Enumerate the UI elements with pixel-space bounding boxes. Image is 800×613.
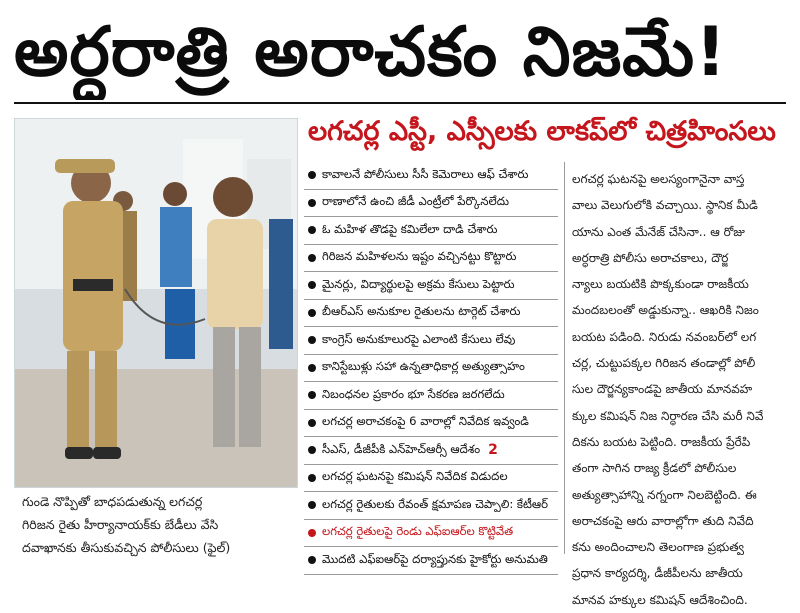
bullet-item xyxy=(304,162,558,190)
bullet-dot-icon xyxy=(308,446,316,454)
bullet-dot-icon xyxy=(308,419,316,427)
bullet-text: కాంగ్రెస్ అనుకూలురపై ఎలాంటి కేసులు లేవు xyxy=(322,331,516,346)
bullet-item xyxy=(304,437,558,465)
bullet-list xyxy=(304,162,558,575)
body-line: ప్రధాన కార్యదర్శి, డీజీపీలను జాతీయ xyxy=(572,566,743,581)
bullet-text: రాణాలోనే ఉంచి జీడీ ఎంట్రీలో పేర్కొనలేదు xyxy=(322,194,509,209)
bullet-text: లగచర్ల అరాచకంపై 6 వారాల్లో నివేదిక ఇవ్వండి xyxy=(322,414,529,429)
bullet-dot-icon xyxy=(308,309,316,317)
bullet-item xyxy=(304,465,558,493)
page-ref-number: 2 xyxy=(488,442,498,459)
caption-line: గిరిజన రైతు హీర్యానాయక్‌కు బేడీలు వేసి xyxy=(22,517,219,532)
body-line: న్యాలు బయటికి పొక్కకుండా రాజకీయ xyxy=(572,277,749,292)
body-line: క్కుల కమిషన్ నిజ నిర్ధారణ చేసి మరీ నివే xyxy=(572,408,764,423)
bullet-item xyxy=(304,217,558,245)
bullet-dot-icon xyxy=(308,364,316,372)
bullet-text: కానిస్టేబుళ్లు సహా ఉన్నతాధికార్ల అత్యుత్సాహం xyxy=(322,359,525,374)
caption-line: దవాఖానకు తీసుకువచ్చిన పోలీసులు (ఫైల్) xyxy=(22,540,231,555)
bullet-text: సీఎస్, డీజీపీకి ఎన్‌హెచ్‌ఆర్సీ ఆదేశం xyxy=(322,441,481,456)
body-line: లగచర్ల ఘటనపై అలస్యంగానైనా వాస్త xyxy=(572,172,745,186)
body-line: దికను బయట పెట్టింది. రాజకీయ ప్రేరేపి xyxy=(572,434,751,449)
bullet-dot-icon xyxy=(308,529,316,537)
bullet-text: లగచర్ల రైతులకు రేవంత్ క్షమాపణ చెప్పాలి: కేటీఆర్ xyxy=(322,496,549,511)
bullet-dot-icon xyxy=(308,336,316,344)
bullet-item xyxy=(304,520,558,548)
bullet-item xyxy=(304,547,558,575)
body-line: కను అందించాలని తెలంగాణ ప్రభుత్వ xyxy=(572,540,745,555)
bullet-dot-icon xyxy=(308,226,316,234)
bullet-dot-icon xyxy=(308,556,316,564)
body-line: సుల దౌర్జన్యకాండపై జాతీయ మానవహ xyxy=(572,382,753,397)
bullet-text: లగచర్ల రైతులపై రెండు ఎఫ్ఐఆర్‌ల కొట్టివేత xyxy=(322,524,514,539)
bullet-dot-icon xyxy=(308,474,316,482)
body-line: అరాచకంపై ఆరు వారాల్లోగా తుది నివేది xyxy=(572,513,754,528)
body-line: మానవ హక్కుల కమిషన్ ఆదేశించింది. xyxy=(572,592,748,607)
article-body xyxy=(572,166,786,613)
body-line: చర్ల, చుట్టుపక్కల గిరిజన తండాల్లో పోలీ xyxy=(572,356,756,371)
body-line: వాలు వెలుగులోకి వచ్చాయి. స్థానిక మీడి xyxy=(572,198,758,213)
bullet-item xyxy=(304,190,558,218)
headline: అర్ధరాత్రి అరాచకం నిజమే! xyxy=(14,13,728,92)
bullet-dot-icon xyxy=(308,199,316,207)
bullet-text: కావాలనే పోలీసులు సీసీ కెమెరాలు ఆఫ్ చేశారు xyxy=(322,166,529,181)
bullet-text: మొదటి ఎఫ్ఐఆర్‌పై దర్యాప్తునకు హైకోర్టు అనుమతి xyxy=(322,551,548,566)
bullet-text: ఓ మహిళ తొడపై కమిలేలా దాడి చేశారు xyxy=(322,221,498,236)
bullet-item xyxy=(304,355,558,383)
bullet-item xyxy=(304,327,558,355)
bullet-dot-icon xyxy=(308,501,316,509)
bullet-item xyxy=(304,272,558,300)
bullet-item xyxy=(304,245,558,273)
bullet-item xyxy=(304,300,558,328)
column-divider xyxy=(564,162,565,554)
bullet-dot-icon xyxy=(308,254,316,262)
bullet-text: గిరిజన మహిళలను ఇష్టం వచ్చినట్టు కొట్టారు xyxy=(322,249,517,264)
body-line: మందబలంతో అడ్డుకున్నా.. ఆఖరికి నిజం xyxy=(572,303,759,318)
body-line: యాను ఎంత మేనేజ్ చేసినా.. ఆ రోజు xyxy=(572,224,745,239)
body-line: తంగా సాగిన రాజ్య క్రీడలో పోలీసుల xyxy=(572,461,737,476)
news-photo xyxy=(14,118,298,488)
caption-line: గుండె నొప్పితో బాధపడుతున్న లగచర్ల xyxy=(22,494,203,509)
bullet-dot-icon xyxy=(308,171,316,179)
bullet-dot-icon xyxy=(308,281,316,289)
bullet-text: నిబంధనల ప్రకారం భూ సేకరణ జరగలేదు xyxy=(322,386,505,401)
bullet-text: బీఆర్ఎస్ అనుకూల రైతులను టార్గెట్ చేశారు xyxy=(322,304,521,319)
bullet-text: లగచర్ల ఘటనపై కమిషన్ నివేదిక విడుదల xyxy=(322,469,508,484)
bullet-text: మైనర్లు, విద్యార్థులపై అక్రమ కేసులు పెట్టారు xyxy=(322,276,515,291)
bullet-item xyxy=(304,410,558,438)
bullet-item xyxy=(304,492,558,520)
bullet-dot-icon xyxy=(308,391,316,399)
bullet-item xyxy=(304,382,558,410)
body-line: అర్ధరాత్రి పోలీసు అరాచకాలు, దౌర్జ xyxy=(572,250,729,265)
photo-caption xyxy=(22,490,292,559)
police-escort-illustration xyxy=(15,119,297,487)
subheadline: లగచర్ల ఎస్టీ, ఎస్సీలకు లాకప్‌లో చిత్రహింసలు xyxy=(308,116,776,147)
body-line: అత్యుత్సాహాన్ని నగ్నంగా నిలబెట్టింది. ఈ xyxy=(572,487,757,502)
body-line: బయట పడింది. నిరుడు నవంబర్‌లో లగ xyxy=(572,329,757,344)
headline-rule xyxy=(14,102,786,104)
